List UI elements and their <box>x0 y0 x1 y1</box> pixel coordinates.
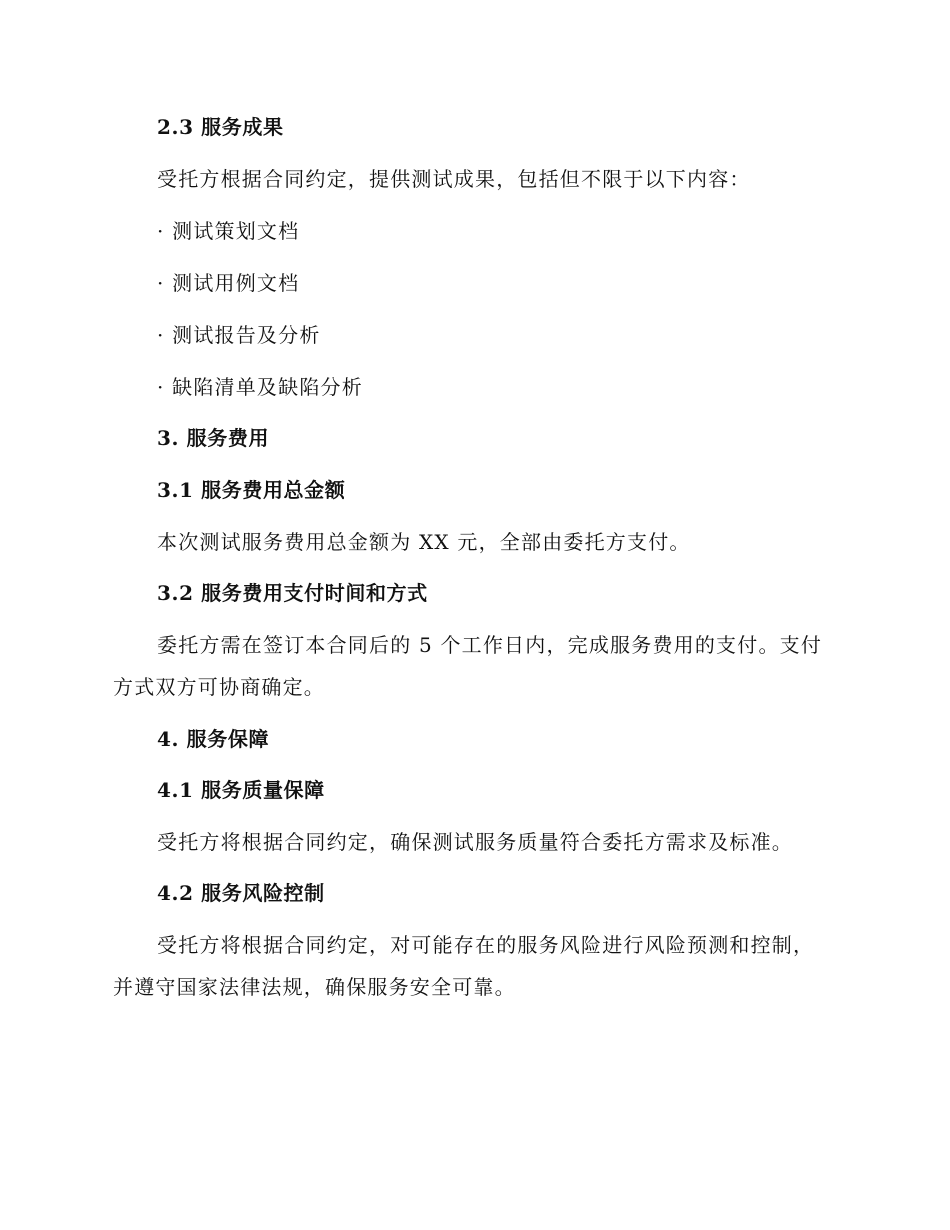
list-item: · 缺陷清单及缺陷分析 <box>157 375 363 399</box>
list-item: · 测试用例文档 <box>157 271 300 295</box>
paragraph-4-2-line-1: 受托方将根据合同约定，对可能存在的服务风险进行风险预测和控制， <box>157 933 815 957</box>
list-item: · 测试报告及分析 <box>157 323 321 347</box>
heading-2-3: 2.3 服务成果 <box>157 115 284 139</box>
heading-4-2: 4.2 服务风险控制 <box>157 881 325 905</box>
paragraph-3-2-line-2: 方式双方可协商确定。 <box>113 675 325 699</box>
paragraph-4-1: 受托方将根据合同约定，确保测试服务质量符合委托方需求及标准。 <box>157 830 793 854</box>
heading-4-1: 4.1 服务质量保障 <box>157 778 325 802</box>
paragraph-3-2-line-1: 委托方需在签订本合同后的 5 个工作日内，完成服务费用的支付。支付 <box>157 633 823 657</box>
list-item: · 测试策划文档 <box>157 219 300 243</box>
heading-3-2: 3.2 服务费用支付时间和方式 <box>157 581 428 605</box>
heading-4: 4. 服务保障 <box>157 727 270 751</box>
paragraph-4-2-line-2: 并遵守国家法律法规，确保服务安全可靠。 <box>113 975 516 999</box>
heading-3-1: 3.1 服务费用总金额 <box>157 478 346 502</box>
heading-3: 3. 服务费用 <box>157 426 270 450</box>
paragraph-2-3-intro: 受托方根据合同约定，提供测试成果，包括但不限于以下内容： <box>157 167 751 191</box>
paragraph-3-1: 本次测试服务费用总金额为 XX 元，全部由委托方支付。 <box>157 530 691 554</box>
